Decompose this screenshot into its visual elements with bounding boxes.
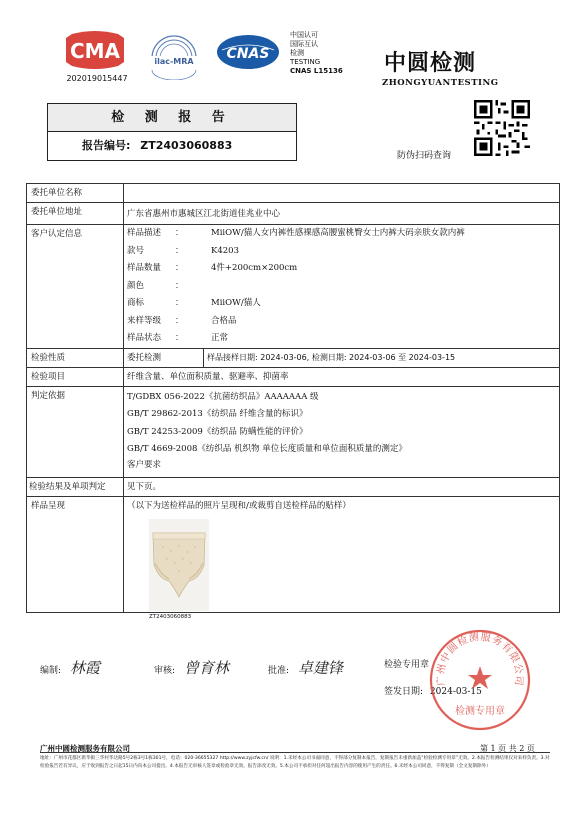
footer-fine-print: 地址：广州市花都区新华街三华村华达路5号2栋3号1栋301号，电话：020-36655327 http://www.zyjcfw.cn/ 说明：1.未经本公司书面同意，不得部分复制本报告，复制报告未重新加盖“检验检测专用章”无效。2.本报告检测结果仅对来样负责。3.对检验报告若有异议，应于收到报告之日起15日内向本公司提出。4.本报告无审核人签章或检验章无效。报告涂改无效。5.本公司不承担对任何超出报告内容的使用产生的责任。6.未经本公司同意，不得复制（全文复制除外） [40, 756, 550, 769]
customer-info-value [124, 225, 560, 349]
ilac-mra-logo-icon [144, 28, 204, 80]
report-number [48, 132, 296, 161]
approver-label: 批准: [268, 666, 290, 676]
sample-info-row: 颜色 ： [127, 280, 184, 291]
basis-value [124, 386, 560, 477]
footer-divider [40, 752, 550, 753]
basis-item: GB/T 29862-2013《纺织品 纤维含量的标识》 [127, 409, 308, 419]
sample-underwear-image [149, 519, 209, 611]
sample-photo [149, 519, 209, 623]
cnas-line: 中国认可 [290, 31, 318, 39]
editor-signature [40, 657, 100, 678]
client-address-label: 委托单位地址 [27, 203, 124, 225]
inspection-items-label: 检验项目 [27, 367, 124, 386]
report-number-label: 报告编号: [82, 139, 131, 152]
cnas-line: CNAS L15136 [290, 67, 343, 75]
report-heading: 检 测 报 告 [48, 104, 296, 132]
cnas-line: 检测 [290, 49, 304, 57]
svg-text:CNAS: CNAS [226, 46, 270, 62]
inspection-items-value: 纤维含量、单位面积质量、驱避率、抑菌率 [124, 367, 560, 386]
footer-company: 广州中圆检测服务有限公司 [40, 744, 130, 753]
svg-text:CMA: CMA [69, 39, 121, 63]
cnas-line: TESTING [290, 58, 321, 66]
cnas-accreditation-text [290, 31, 343, 76]
basis-item: GB/T 4669-2008《纺织品 机织物 单位长度质量和单位面积质量的测定》 [127, 444, 407, 454]
page-number: 第 1 页 共 2 页 [480, 744, 535, 753]
stamp-arc-text: 广州中圆检测服务有限公司 [435, 631, 525, 687]
issue-date-label: 签发日期: [384, 687, 424, 697]
qr-code-icon[interactable] [474, 100, 530, 156]
approver-name: 卓建锋 [297, 659, 343, 677]
approver-signature [268, 657, 343, 678]
sample-info-row: 样品数量 ： 4件+200cm×200cm [127, 263, 298, 273]
stamp-bottom-text: 检测专用章 [455, 706, 505, 717]
inspection-nature-label: 检验性质 [27, 348, 124, 367]
photo-caption: ZT2403060883 [149, 614, 192, 620]
sample-info-row: 来样等级 ： 合格品 [127, 315, 237, 326]
cnas-line: 国际互认 [290, 40, 318, 48]
inspection-nature-cell [124, 348, 560, 367]
sample-info-row: 样品状态 ： 正常 [127, 333, 229, 343]
client-name-label: 委托单位名称 [27, 184, 124, 203]
basis-item: 客户要求 [127, 459, 162, 470]
sample-view-note: （以下为送检样品的照片呈现和/或裁剪自送检样品的贴样） [124, 496, 560, 612]
sample-info-row: 样品描述 ： MiiOW/猫人女内裤性感裸感高腰蜜桃臀女士内裤大码亲肤女款内裤 [127, 228, 465, 238]
svg-text:ilac-MRA: ilac-MRA [154, 57, 194, 66]
brand-name-en: ZHONGYUANTESTING [382, 78, 499, 88]
result-value: 见下页。 [124, 477, 560, 496]
cma-logo-icon [62, 30, 128, 70]
brand-name: 中圆检测 [384, 51, 477, 76]
report-table [26, 183, 560, 613]
sample-view-label: 样品呈现 [27, 496, 124, 612]
cma-code: 202019015447 [66, 74, 128, 83]
issue-date-value: 2024-03-15 [429, 687, 482, 697]
seal-label: 检验专用章 [384, 660, 430, 670]
sample-info-row: 商标 ： MiiOW/猫人 [127, 298, 261, 308]
result-label: 检验结果及单项判定 [27, 477, 124, 496]
basis-label: 判定依据 [27, 386, 124, 477]
reviewer-name: 曾育林 [183, 659, 229, 677]
editor-label: 编制: [40, 666, 62, 676]
client-name-value [124, 184, 560, 203]
reviewer-signature [154, 657, 229, 678]
reviewer-label: 审核: [154, 666, 176, 676]
company-stamp-icon [428, 628, 532, 732]
basis-item: T/GDBX 056-2022《抗菌纺织品》AAAAAAA 级 [127, 391, 319, 402]
report-title-box [47, 103, 297, 161]
customer-info-label: 客户认定信息 [27, 225, 124, 349]
sample-info-row: 款号 ： K4203 [127, 245, 239, 256]
editor-name: 林霞 [69, 659, 100, 677]
cnas-logo-icon [216, 34, 280, 70]
qr-label: 防伪扫码查询 [397, 151, 452, 161]
inspection-dates: 样品接样日期: 2024-03-06, 检测日期: 2024-03-06 至 2024-03-15 [207, 352, 456, 362]
inspection-nature-value: 委托检测 [124, 349, 204, 367]
basis-item: GB/T 24253-2009《纺织品 防螨性能的评价》 [127, 426, 308, 437]
client-address-value: 广东省惠州市惠城区江北街道佳兆业中心 [124, 203, 560, 225]
report-number-value: ZT2403060883 [140, 139, 233, 152]
